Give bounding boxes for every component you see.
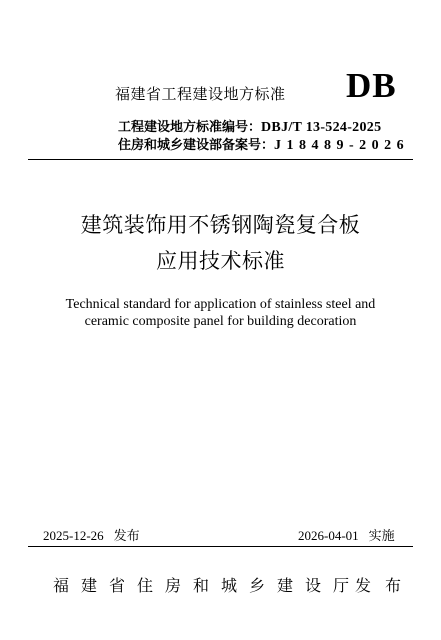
implement-label: 实施	[368, 529, 395, 544]
bottom-divider	[28, 546, 413, 547]
issuer-name: 福建省住房和城乡建设厅	[53, 576, 362, 595]
publish-label: 发布	[355, 576, 416, 595]
record-number-label: 住房和城乡建设部备案号：	[118, 138, 275, 153]
title-en-line1: Technical standard for application of stainless steel and	[65, 297, 376, 312]
issue-date: 2025-12-26	[43, 528, 104, 543]
issue-date-line	[43, 525, 140, 544]
record-number-value: J18489-2026	[274, 138, 410, 153]
title-en-line2: ceramic composite panel for building decoration	[84, 314, 357, 329]
implement-date-line	[298, 525, 395, 544]
record-number-line	[118, 134, 409, 154]
standard-number-line	[118, 116, 381, 136]
title-cn-line2: 应用技术标准	[156, 249, 285, 273]
standard-number-label: 工程建设地方标准编号：	[118, 120, 262, 135]
series-name: 福建省工程建设地方标准	[115, 85, 286, 103]
title-cn-line1: 建筑装饰用不锈钢陶瓷复合板	[80, 213, 361, 237]
issue-label: 发布	[113, 529, 140, 544]
implement-date: 2026-04-01	[298, 528, 359, 543]
db-mark: DB	[346, 66, 397, 105]
top-divider	[28, 159, 413, 160]
standard-number-value: DBJ/T 13-524-2025	[261, 120, 382, 135]
